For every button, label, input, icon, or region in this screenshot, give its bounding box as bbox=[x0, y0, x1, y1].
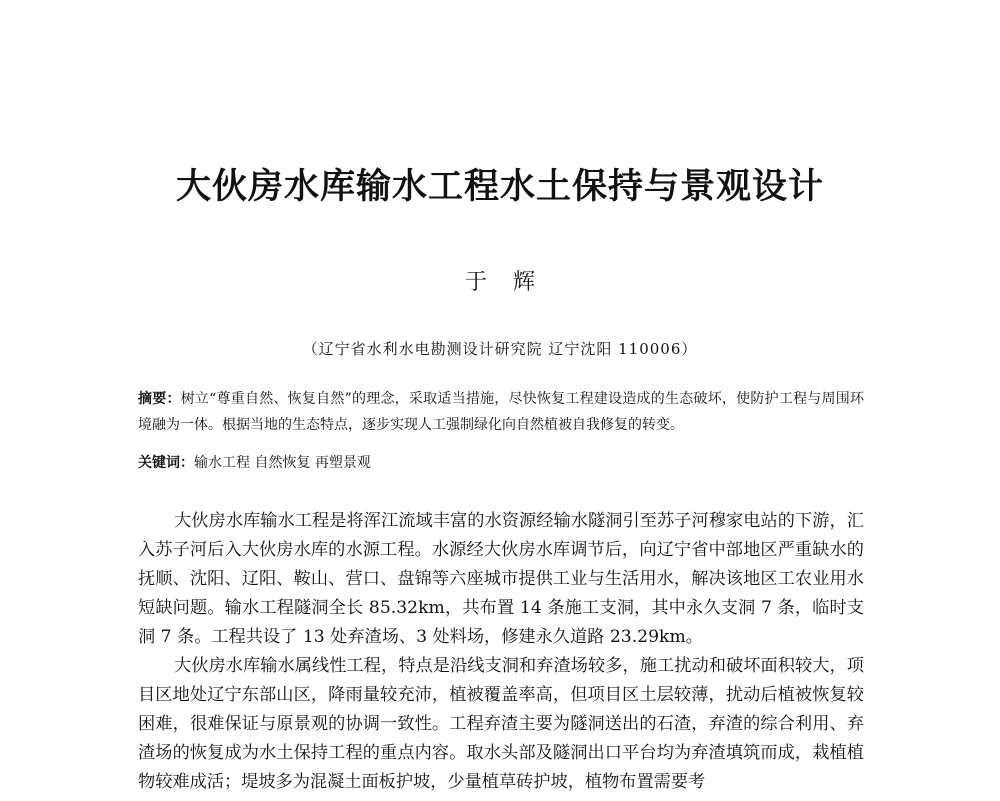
body-paragraph: 大伙房水库输水属线性工程，特点是沿线支洞和弃渣场较多，施工扰动和破坏面积较大，项目区地处辽宁东部山区，降雨量较充沛，植被覆盖率高，但项目区土层较薄，扰动后植被恢复较困难，很难保证与原景观的协调一致性。工程弃渣主要为隧洞送出的石渣，弃渣的综合利用、弃渣场的恢复成为水土保持工程的重点内容。取水头部及隧洞出口平台均为弃渣填筑而成，栽植植物较难成活；堤坡多为混凝土面板护坡，少量植草砖护坡，植物布置需要考 bbox=[138, 656, 864, 792]
abstract-label: 摘要： bbox=[138, 391, 181, 407]
body-paragraph: 大伙房水库输水工程是将浑江流域丰富的水资源经输水隧洞引至苏子河穆家电站的下游，汇入苏子河后入大伙房水库的水源工程。水源经大伙房水库调节后，向辽宁省中部地区严重缺水的抚顺、沈阳、辽阳、鞍山、营口、盘锦等六座城市提供工业与生活用水，解决该地区工农业用水短缺问题。输水工程隧洞全长 85.32km，共布置 14 条施工支洞，其中永久支洞 7 条，临时支洞 7 条。工程共设了 13 处弃渣场、3 处料场，修建永久道路 23.29km。 bbox=[138, 511, 864, 647]
paper-title: 大伙房水库输水工程水土保持与景观设计 bbox=[175, 167, 824, 207]
abstract bbox=[138, 386, 864, 438]
keywords-text: 输水工程 自然恢复 再塑景观 bbox=[194, 455, 371, 471]
keywords bbox=[138, 450, 864, 476]
abstract-text: 树立“尊重自然、恢复自然”的理念，采取适当措施，尽快恢复工程建设造成的生态破坏，使防护工程与周围环境融为一体。根据当地的生态特点，逐步实现人工强制绿化向自然植被自我修复的转变。 bbox=[138, 391, 864, 433]
body-text bbox=[138, 507, 864, 797]
author-affiliation: （辽宁省水利水电勘测设计研究院 辽宁沈阳 110006） bbox=[302, 340, 698, 358]
author-name: 于辉 bbox=[464, 270, 561, 295]
keywords-label: 关键词： bbox=[138, 455, 194, 471]
